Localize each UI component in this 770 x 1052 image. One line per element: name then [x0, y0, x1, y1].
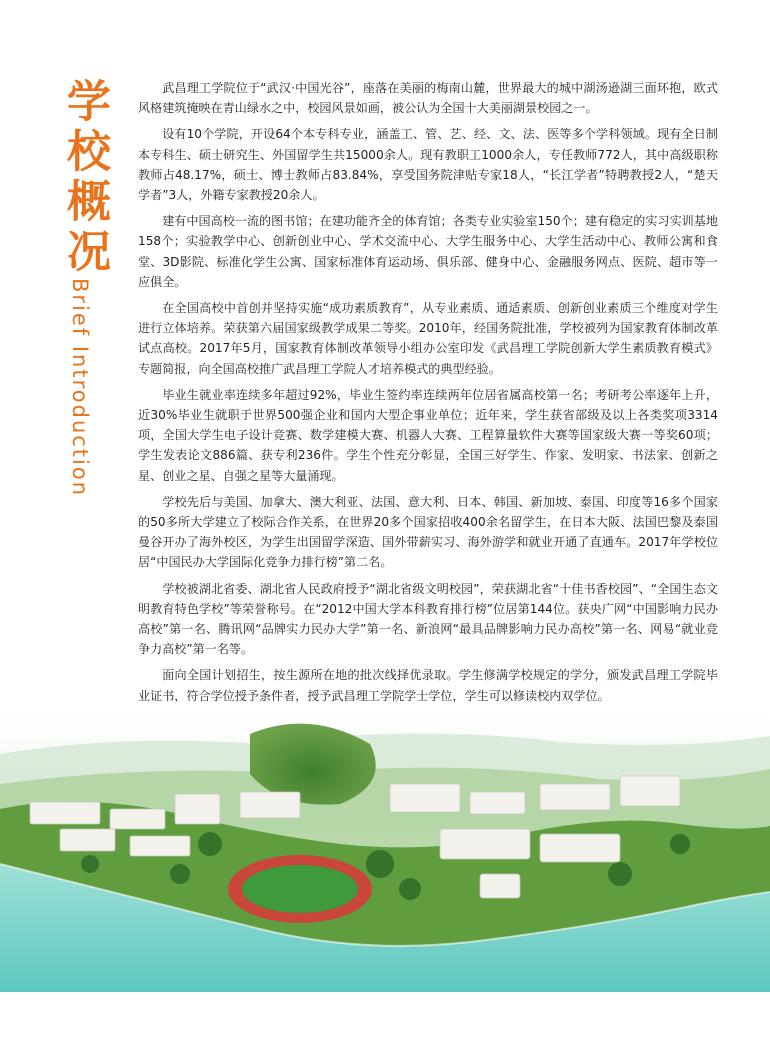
football-field — [242, 865, 358, 913]
paragraph-admission: 面向全国计划招生，按生源所在地的批次线择优录取。学生修满学校规定的学分，颁发武昌理工学院毕业证书，符合学位授予条件者，授予武昌理工学院学士学位，学生可以修读校内双学位。 — [138, 668, 718, 703]
paragraph-scale: 设有10个学院，开设64个本专科专业，涵盖工、管、艺、经、文、法、医等多个学科领域。现有全日制本专科生、硕士研究生、外国留学生共15000余人。现有教职工1000余人，专任教师772人，其中高级职称教师占48.17%，硕士、博士教师占83.84%，享受国务院津贴专家18人，“长江学者”特聘教授2人，“楚天学者”3人，外籍专家教授20余人。 — [138, 127, 718, 203]
paragraph-international: 学校先后与美国、加拿大、澳大利亚、法国、意大利、日本、韩国、新加坡、泰国、印度等16多个国家的50多所大学建立了校际合作关系，在世界20多个国家招收400余名留学生，在日本大阪、法国巴黎及泰国曼谷开办了海外校区，为学生出国留学深造、国外带薪实习、海外游学和就业开通了直通车。2017年学校位居“中国民办大学国际化竞争力排行榜”第二名。 — [138, 494, 718, 570]
campus-illustration — [0, 714, 770, 992]
paragraph-employment: 毕业生就业率连续多年超过92%，毕业生签约率连续两年位居省属高校第一名；考研考公率逐年上升，近30%毕业生就职于世界500强企业和国内大型企事业单位；近年来，学生获省部级及以上各类奖项3314项，全国大学生电子设计竞赛、数学建模大赛、机器人大赛、工程算量软件大赛等国家级大赛一等奖60项；学生发表论文886篇、获专利236件。学生个性充分彰显，全国三好学生、作家、发明家、书法家、创新之星、创业之星、自强之星等大量涌现。 — [138, 387, 718, 483]
intro-body — [138, 78, 718, 712]
paragraph-facilities: 建有中国高校一流的图书馆；在建功能齐全的体育馆；各类专业实验室150个；建有稳定的实习实训基地158个；实验教学中心、创新创业中心、学术交流中心、大学生服务中心、大学生活动中心、教师公寓和食堂、3D影院、标准化学生公寓、国家标准体育运动场、俱乐部、健身中心、金融服务网点、医院、超市等一应俱全。 — [138, 214, 718, 289]
paragraph-honors: 学校被湖北省委、湖北省人民政府授予“湖北省级文明校园”，荣获湖北省“十佳书香校园”、“全国生态文明教育特色学校”等荣誉称号。在“2012中国大学本科教育排行榜”位居第144位。获央广网“中国影响力民办高校”第一名、腾讯网“品牌实力民办大学”第一名、新浪网“最具品牌影响力民办高校”第一名、网易“就业竞争力高校”第一名等。 — [138, 581, 719, 657]
page-subtitle-english: Brief Introduction — [68, 278, 92, 498]
page-title: 学校概况 — [59, 78, 110, 278]
paragraph-location: 武昌理工学院位于“武汉·中国光谷”，座落在美丽的梅南山麓，世界最大的城中湖汤逊湖三面环抱，欧式风格建筑掩映在青山绿水之中，校园风景如画，被公认为全国十大美丽湖景校园之一。 — [138, 81, 718, 116]
paragraph-education: 在全国高校中首创并坚持实施“成功素质教育”，从专业素质、通适素质、创新创业素质三个维度对学生进行立体培养。荣获第六届国家级教学成果二等奖。2010年，经国务院批准，学校被列为国家教育体制改革试点高校。2017年5月，国家教育体制改革领导小组办公室印发《武昌理工学院创新大学生素质教育模式》专题简报，向全国高校推广武昌理工学院人才培养模式的典型经验。 — [138, 301, 718, 376]
campus-aerial-photo — [0, 714, 770, 992]
